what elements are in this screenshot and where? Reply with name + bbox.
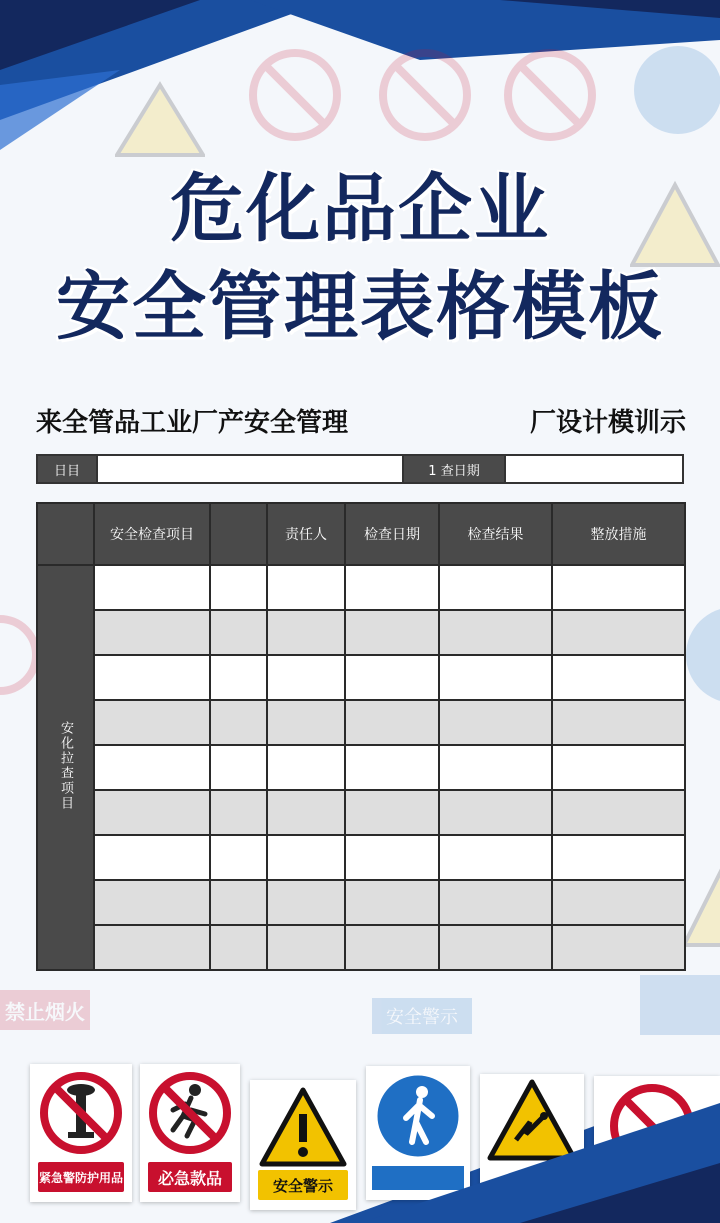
table-row — [37, 655, 685, 700]
table-cell[interactable] — [552, 745, 685, 790]
table-cell[interactable] — [345, 925, 439, 970]
sign-label-bar — [372, 1166, 464, 1190]
sign-label: 安全警示 — [258, 1170, 348, 1200]
table-cell[interactable] — [267, 700, 345, 745]
table-cell[interactable] — [552, 700, 685, 745]
faint-prohibition-icon — [0, 610, 40, 700]
faint-prohibition-icon — [245, 45, 345, 145]
no-standing-icon — [38, 1070, 124, 1156]
table-cell[interactable] — [439, 745, 552, 790]
info-row — [36, 454, 684, 484]
table-row — [37, 745, 685, 790]
table-cell[interactable] — [345, 610, 439, 655]
table-row — [37, 835, 685, 880]
faint-banner: 禁止烟火 — [0, 990, 90, 1030]
table-cell[interactable] — [552, 655, 685, 700]
table-cell[interactable] — [210, 700, 267, 745]
faint-banner: 安全警示 — [372, 998, 472, 1034]
table-cell[interactable] — [552, 925, 685, 970]
info-label-1: 日目 — [38, 456, 96, 482]
table-cell[interactable] — [267, 565, 345, 610]
table-row — [37, 565, 685, 610]
table-cell[interactable] — [439, 835, 552, 880]
table-cell[interactable] — [94, 835, 210, 880]
table-cell[interactable] — [94, 745, 210, 790]
table-cell[interactable] — [267, 880, 345, 925]
table-row — [37, 925, 685, 970]
table-cell[interactable] — [267, 835, 345, 880]
table-cell[interactable] — [94, 610, 210, 655]
table-cell[interactable] — [267, 925, 345, 970]
warning-exclamation-icon — [258, 1086, 348, 1168]
page-subtitle: 安全管理表格模板 — [56, 264, 664, 350]
inspection-table — [36, 502, 686, 971]
side-label: 安化拉查项目 — [58, 720, 73, 811]
info-field-1[interactable] — [96, 456, 402, 482]
table-cell[interactable] — [552, 880, 685, 925]
column-header: 责任人 — [267, 503, 345, 565]
table-cell[interactable] — [210, 655, 267, 700]
table-cell[interactable] — [345, 880, 439, 925]
table-cell[interactable] — [345, 700, 439, 745]
table-cell[interactable] — [267, 655, 345, 700]
faint-prohibition-icon — [500, 45, 600, 145]
column-header: 检查日期 — [345, 503, 439, 565]
table-cell[interactable] — [439, 880, 552, 925]
table-cell[interactable] — [210, 925, 267, 970]
table-cell[interactable] — [210, 745, 267, 790]
faint-warning-icon — [684, 850, 720, 950]
table-cell[interactable] — [94, 925, 210, 970]
sign-card — [366, 1066, 470, 1200]
sign-label: 必急款品 — [148, 1162, 232, 1192]
table-cell[interactable] — [267, 790, 345, 835]
prohibition-icon — [602, 1080, 720, 1170]
faint-prohibition-icon — [375, 45, 475, 145]
table-header-row — [37, 503, 685, 565]
table-cell[interactable] — [439, 655, 552, 700]
table-cell[interactable] — [210, 880, 267, 925]
table-cell[interactable] — [552, 790, 685, 835]
table-cell[interactable] — [210, 565, 267, 610]
column-header — [210, 503, 267, 565]
no-running-icon — [147, 1070, 233, 1156]
table-row — [37, 790, 685, 835]
table-cell[interactable] — [94, 880, 210, 925]
page-title: 危化品企业 — [170, 166, 550, 252]
table-cell[interactable] — [94, 700, 210, 745]
column-header: 整放措施 — [552, 503, 685, 565]
table-cell[interactable] — [439, 925, 552, 970]
sign-card — [140, 1064, 240, 1202]
table-cell[interactable] — [210, 790, 267, 835]
table-cell[interactable] — [210, 610, 267, 655]
table-cell[interactable] — [439, 565, 552, 610]
table-row — [37, 610, 685, 655]
column-header — [37, 503, 94, 565]
table-cell[interactable] — [345, 565, 439, 610]
table-row — [37, 700, 685, 745]
faint-panel — [640, 975, 720, 1035]
info-field-2[interactable] — [504, 456, 682, 482]
table-cell[interactable] — [267, 745, 345, 790]
faint-warning-icon — [115, 80, 205, 160]
table-cell[interactable] — [552, 835, 685, 880]
faint-mandatory-icon — [628, 40, 720, 140]
table-cell[interactable] — [345, 835, 439, 880]
table-cell[interactable] — [345, 745, 439, 790]
electric-hazard-icon — [486, 1078, 578, 1162]
sign-card — [480, 1074, 584, 1194]
column-header: 检查结果 — [439, 503, 552, 565]
table-cell[interactable] — [94, 790, 210, 835]
sign-label: 紧急警防护用品 — [38, 1162, 124, 1192]
table-row — [37, 880, 685, 925]
form-heading: 来全管品工业厂产安全管理 — [36, 408, 349, 438]
form-subheading: 厂设计模训示 — [529, 408, 686, 438]
side-label-cell — [37, 565, 94, 970]
table-cell[interactable] — [439, 790, 552, 835]
column-header: 安全检查项目 — [94, 503, 210, 565]
sign-card — [30, 1064, 132, 1202]
sign-card — [250, 1080, 356, 1210]
table-cell[interactable] — [345, 790, 439, 835]
mandatory-walk-icon — [372, 1070, 464, 1162]
table-cell[interactable] — [267, 610, 345, 655]
sign-card — [594, 1076, 720, 1186]
table-cell[interactable] — [552, 565, 685, 610]
table-cell[interactable] — [345, 655, 439, 700]
table-cell[interactable] — [210, 835, 267, 880]
table-cell[interactable] — [439, 700, 552, 745]
table-cell[interactable] — [439, 610, 552, 655]
faint-mandatory-icon — [684, 600, 720, 710]
table-cell[interactable] — [552, 610, 685, 655]
table-cell[interactable] — [94, 655, 210, 700]
table-cell[interactable] — [94, 565, 210, 610]
info-label-2: 1 查日期 — [402, 456, 504, 482]
